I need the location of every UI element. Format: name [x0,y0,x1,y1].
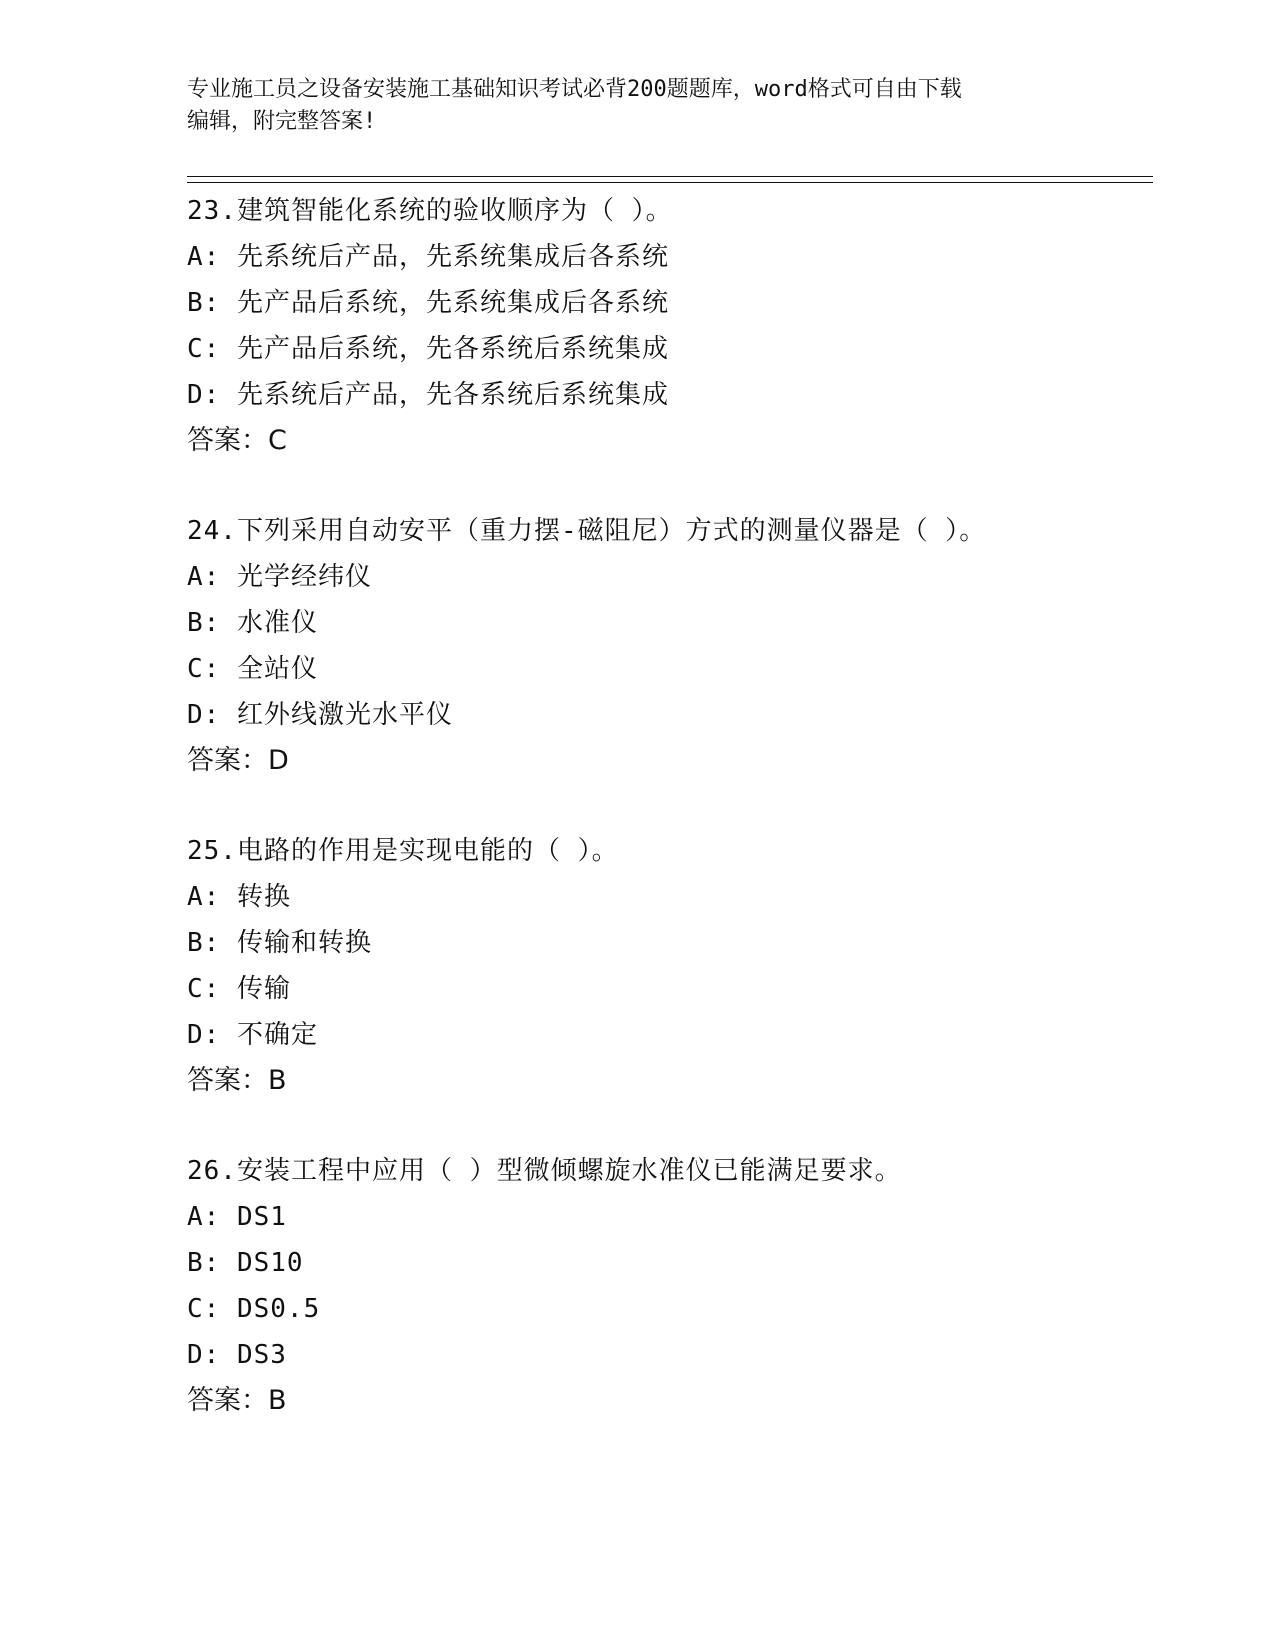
option-d: D: 先系统后产品，先各系统后系统集成 [187,380,669,410]
option-c: C: 先产品后系统，先各系统后系统集成 [187,334,669,364]
question-24 [187,508,1167,828]
document-header [187,74,1087,138]
question-title: 23.建筑智能化系统的验收顺序为（ ）。 [187,196,673,226]
option-d: D: DS3 [187,1340,287,1370]
question-title: 24.下列采用自动安平（重力摆-磁阻尼）方式的测量仪器是（ ）。 [187,516,987,546]
option-c: C: DS0.5 [187,1294,321,1324]
question-title: 26.安装工程中应用（ ）型微倾螺旋水准仪已能满足要求。 [187,1156,902,1186]
header-line-1: 专业施工员之设备安装施工基础知识考试必背200题题库，word格式可自由下载 [187,77,962,102]
answer: 答案：C [187,425,287,456]
option-a: A: 转换 [187,882,291,912]
option-a: A: 先系统后产品，先系统集成后各系统 [187,242,669,272]
option-b: B: 水准仪 [187,608,318,638]
option-a: A: DS1 [187,1202,287,1232]
option-d: D: 不确定 [187,1020,318,1050]
answer: 答案：B [187,1065,287,1096]
header-line-2: 编辑，附完整答案! [187,109,377,134]
header-divider-bottom [187,182,1153,183]
option-c: C: 传输 [187,974,291,1004]
answer: 答案：D [187,745,289,776]
option-a: A: 光学经纬仪 [187,562,372,592]
answer: 答案：B [187,1385,287,1416]
option-c: C: 全站仪 [187,654,318,684]
question-23 [187,188,1167,508]
option-b: B: 传输和转换 [187,928,372,958]
option-b: B: DS10 [187,1248,304,1278]
question-25 [187,828,1167,1148]
option-b: B: 先产品后系统，先系统集成后各系统 [187,288,669,318]
option-d: D: 红外线激光水平仪 [187,700,453,730]
question-list [187,188,1167,1468]
header-divider-top [187,176,1153,177]
question-26 [187,1148,1167,1468]
question-title: 25.电路的作用是实现电能的（ ）。 [187,836,619,866]
